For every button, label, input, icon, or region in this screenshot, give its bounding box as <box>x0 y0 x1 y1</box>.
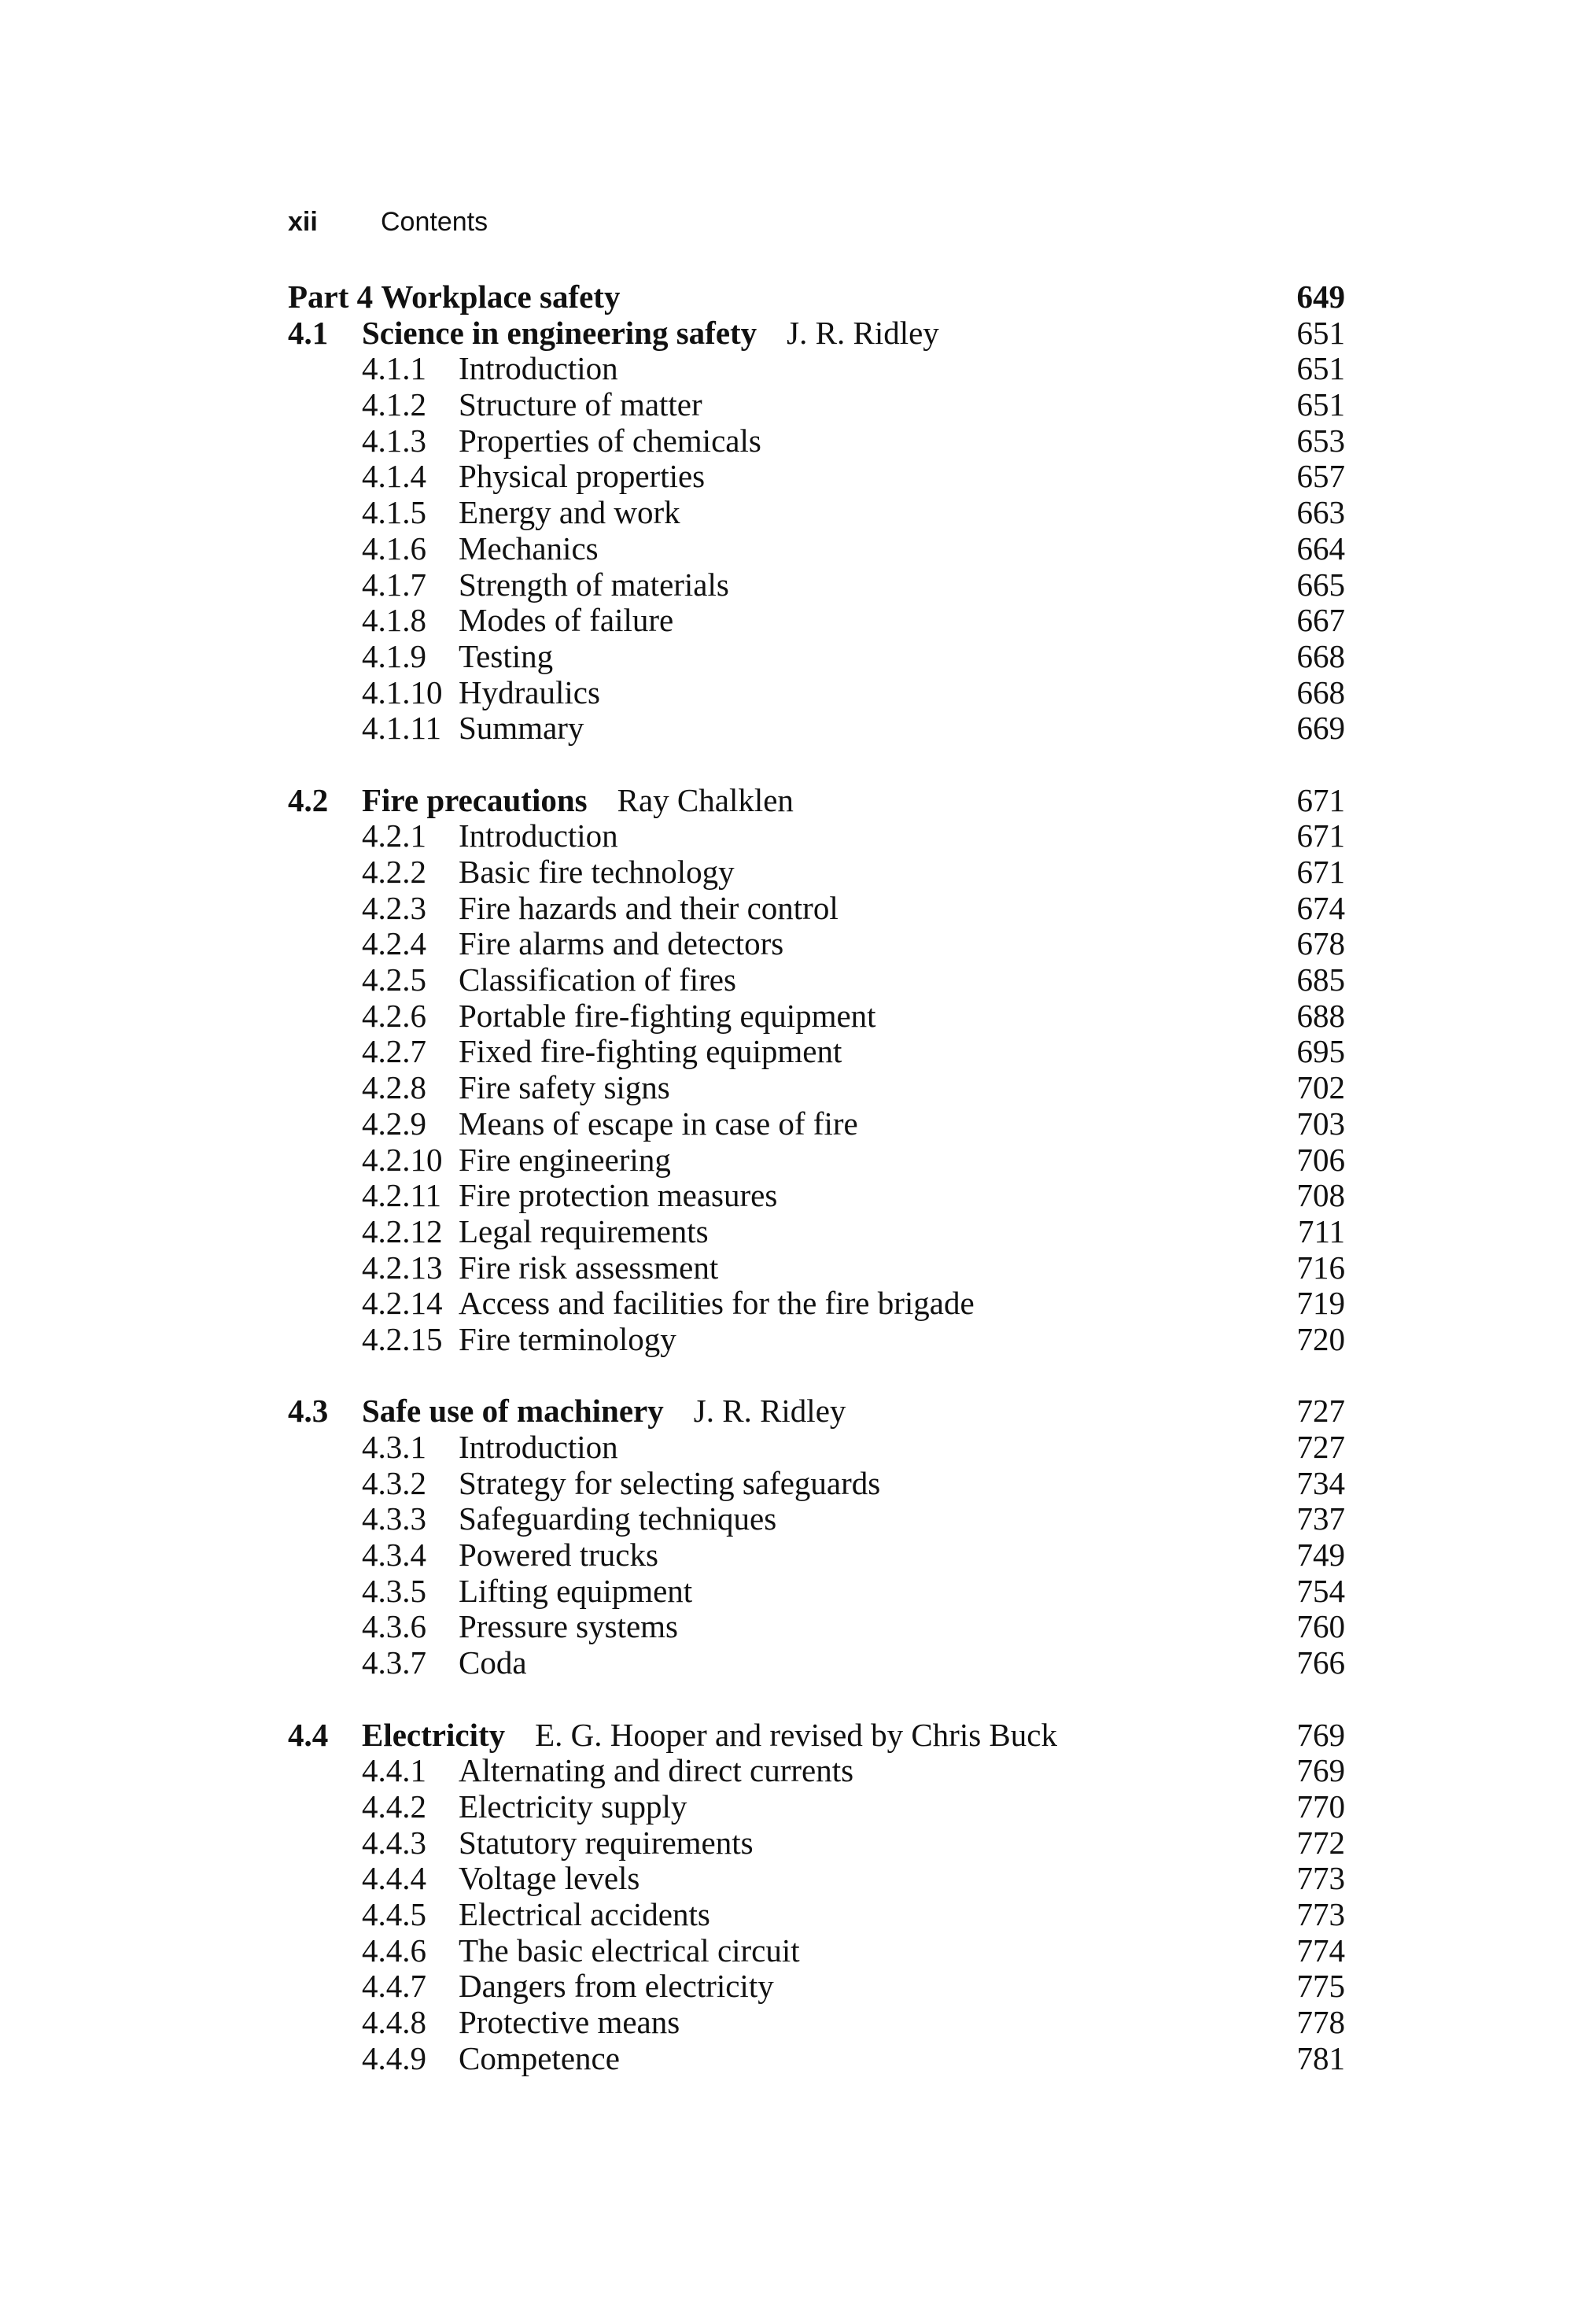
toc-entry <box>288 854 1345 891</box>
section-spacer <box>288 747 1345 783</box>
section-author: J. R. Ridley <box>787 314 939 351</box>
entry-number: 4.2.11 <box>362 1177 441 1214</box>
toc-entry <box>288 1322 1345 1358</box>
entry-title: Classification of fires <box>459 961 736 998</box>
entry-title: Strategy for selecting safeguards <box>459 1464 881 1501</box>
entry-number: 4.3.7 <box>362 1644 426 1681</box>
entry-page: 737 <box>1296 1500 1345 1537</box>
entry-number: 4.3.5 <box>362 1572 426 1609</box>
entry-title: Introduction <box>459 817 618 854</box>
entry-page: 685 <box>1296 961 1345 998</box>
section-heading <box>288 1718 1345 1754</box>
entry-number: 4.1.8 <box>362 602 426 639</box>
toc-entry <box>288 1537 1345 1574</box>
entry-title: Portable fire-fighting equipment <box>459 997 876 1034</box>
running-head <box>288 207 488 246</box>
section-title: Science in engineering safety <box>362 314 757 351</box>
entry-page: 774 <box>1296 1932 1345 1969</box>
section-title-group <box>362 1393 846 1430</box>
toc-entry <box>288 675 1345 711</box>
entry-page: 708 <box>1296 1177 1345 1214</box>
entry-number: 4.3.3 <box>362 1500 426 1537</box>
entry-page: 671 <box>1296 854 1345 890</box>
entry-title: Powered trucks <box>459 1537 658 1574</box>
entry-title: Structure of matter <box>459 386 702 423</box>
toc-entry <box>288 603 1345 639</box>
entry-number: 4.3.4 <box>362 1537 426 1574</box>
entry-page: 653 <box>1296 422 1345 459</box>
entry-page: 770 <box>1296 1788 1345 1825</box>
section-heading <box>288 1393 1345 1430</box>
entry-number: 4.1.4 <box>362 458 426 495</box>
entry-page: 703 <box>1296 1105 1345 1142</box>
entry-page: 766 <box>1296 1644 1345 1681</box>
entry-page: 678 <box>1296 925 1345 962</box>
entry-page: 775 <box>1296 1968 1345 2005</box>
toc-entry <box>288 1645 1345 1681</box>
entry-title: Voltage levels <box>459 1860 640 1897</box>
toc-entry <box>288 1466 1345 1502</box>
entry-number: 4.2.3 <box>362 889 426 926</box>
entry-page: 671 <box>1296 817 1345 854</box>
entry-number: 4.4.7 <box>362 1968 426 2005</box>
entry-page: 754 <box>1296 1572 1345 1609</box>
entry-page: 702 <box>1296 1069 1345 1106</box>
toc-entry <box>288 1286 1345 1322</box>
section-author: Ray Chalklen <box>617 781 794 818</box>
toc-entry <box>288 1250 1345 1286</box>
entry-number: 4.4.2 <box>362 1788 426 1825</box>
toc-entry <box>288 926 1345 962</box>
section-number: 4.1 <box>288 314 329 351</box>
entry-title: Legal requirements <box>459 1212 709 1249</box>
entry-number: 4.2.2 <box>362 854 426 890</box>
toc-entry <box>288 1142 1345 1179</box>
entry-number: 4.4.4 <box>362 1860 426 1897</box>
entry-page: 716 <box>1296 1249 1345 1286</box>
toc-entry <box>288 1825 1345 1862</box>
entry-title: Physical properties <box>459 458 706 495</box>
entry-page: 674 <box>1296 889 1345 926</box>
entry-number: 4.2.15 <box>362 1320 443 1357</box>
entry-number: 4.2.7 <box>362 1033 426 1070</box>
entry-title: The basic electrical circuit <box>459 1932 800 1969</box>
section-page: 769 <box>1296 1716 1345 1753</box>
entry-title: Fire engineering <box>459 1141 671 1178</box>
entry-page: 727 <box>1296 1429 1345 1465</box>
part-title: Workplace safety <box>381 279 621 315</box>
entry-title: Fire terminology <box>459 1320 676 1357</box>
entry-page: 667 <box>1296 602 1345 639</box>
part-page: 649 <box>1296 279 1345 315</box>
entry-title: Fire hazards and their control <box>459 889 839 926</box>
entry-title: Dangers from electricity <box>459 1968 774 2005</box>
entry-number: 4.4.5 <box>362 1895 426 1932</box>
entry-title: Safeguarding techniques <box>459 1500 777 1537</box>
toc-entry <box>288 1178 1345 1214</box>
entry-page: 665 <box>1296 566 1345 603</box>
toc-entry <box>288 2005 1345 2041</box>
toc-entry <box>288 1106 1345 1142</box>
toc-entry <box>288 1214 1345 1250</box>
toc-entry <box>288 998 1345 1035</box>
entry-page: 706 <box>1296 1141 1345 1178</box>
entry-title: Statutory requirements <box>459 1824 754 1861</box>
entry-title: Introduction <box>459 350 618 387</box>
toc-entry <box>288 1034 1345 1070</box>
entry-title: Pressure systems <box>459 1608 679 1645</box>
toc-entry <box>288 1753 1345 1789</box>
section-heading <box>288 783 1345 819</box>
entry-title: Properties of chemicals <box>459 422 761 459</box>
section-spacer <box>288 1681 1345 1718</box>
entry-number: 4.2.8 <box>362 1069 426 1106</box>
toc-sections <box>288 315 1345 2077</box>
section-title-group <box>362 315 939 352</box>
toc-entry <box>288 1501 1345 1537</box>
entry-number: 4.4.9 <box>362 2039 426 2076</box>
toc-entry <box>288 2041 1345 2077</box>
entry-page: 668 <box>1296 637 1345 674</box>
entry-title: Summary <box>459 710 584 747</box>
toc-entry <box>288 567 1345 603</box>
toc-entry <box>288 891 1345 927</box>
section-title: Electricity <box>362 1716 506 1753</box>
entry-number: 4.2.6 <box>362 997 426 1034</box>
toc-entry <box>288 710 1345 747</box>
toc-entry <box>288 459 1345 495</box>
entry-title: Electrical accidents <box>459 1895 710 1932</box>
toc-entry <box>288 351 1345 387</box>
toc-entry <box>288 495 1345 531</box>
entry-title: Fire alarms and detectors <box>459 925 784 962</box>
entry-number: 4.2.13 <box>362 1249 443 1286</box>
entry-title: Access and facilities for the fire brigade <box>459 1285 975 1322</box>
toc-entry <box>288 1430 1345 1466</box>
entry-page: 711 <box>1298 1212 1345 1249</box>
entry-title: Introduction <box>459 1429 618 1465</box>
entry-page: 781 <box>1296 2039 1345 2076</box>
entry-number: 4.3.6 <box>362 1608 426 1645</box>
toc-entry <box>288 1070 1345 1106</box>
page-folio: xii <box>288 207 318 237</box>
entry-page: 773 <box>1296 1895 1345 1932</box>
entry-title: Mechanics <box>459 530 599 566</box>
toc-entry <box>288 531 1345 567</box>
entry-number: 4.2.9 <box>362 1105 426 1142</box>
toc-entry <box>288 1609 1345 1645</box>
table-of-contents <box>288 279 1345 2076</box>
toc-entry <box>288 1969 1345 2005</box>
entry-title: Alternating and direct currents <box>459 1752 854 1789</box>
entry-number: 4.2.14 <box>362 1285 443 1322</box>
entry-page: 760 <box>1296 1608 1345 1645</box>
entry-number: 4.4.3 <box>362 1824 426 1861</box>
entry-number: 4.1.9 <box>362 637 426 674</box>
entry-number: 4.4.1 <box>362 1752 426 1789</box>
entry-page: 695 <box>1296 1033 1345 1070</box>
entry-number: 4.3.2 <box>362 1464 426 1501</box>
entry-number: 4.1.1 <box>362 350 426 387</box>
entry-number: 4.1.11 <box>362 710 441 747</box>
entry-number: 4.2.1 <box>362 817 426 854</box>
entry-number: 4.3.1 <box>362 1429 426 1465</box>
section-number: 4.4 <box>288 1716 329 1753</box>
entry-page: 669 <box>1296 710 1345 747</box>
toc-entry <box>288 1789 1345 1825</box>
running-head-title: Contents <box>381 207 488 237</box>
entry-page: 663 <box>1296 494 1345 531</box>
section-page: 727 <box>1296 1393 1345 1430</box>
toc-entry <box>288 962 1345 998</box>
entry-page: 651 <box>1296 350 1345 387</box>
entry-title: Coda <box>459 1644 527 1681</box>
entry-number: 4.1.10 <box>362 673 443 710</box>
entry-page: 688 <box>1296 997 1345 1034</box>
entry-title: Testing <box>459 637 554 674</box>
section-number: 4.2 <box>288 781 329 818</box>
entry-page: 778 <box>1296 2004 1345 2040</box>
toc-entry <box>288 387 1345 423</box>
entry-number: 4.2.10 <box>362 1141 443 1178</box>
section-number: 4.3 <box>288 1393 329 1430</box>
entry-number: 4.2.5 <box>362 961 426 998</box>
toc-entry <box>288 423 1345 459</box>
entry-number: 4.1.6 <box>362 530 426 566</box>
toc-entry <box>288 818 1345 854</box>
entry-title: Fire protection measures <box>459 1177 778 1214</box>
section-page: 651 <box>1296 314 1345 351</box>
entry-number: 4.1.5 <box>362 494 426 531</box>
toc-entry <box>288 639 1345 675</box>
entry-page: 664 <box>1296 530 1345 566</box>
entry-title: Lifting equipment <box>459 1572 693 1609</box>
entry-number: 4.4.6 <box>362 1932 426 1969</box>
entry-title: Fixed fire-fighting equipment <box>459 1033 842 1070</box>
section-heading <box>288 315 1345 352</box>
entry-title: Competence <box>459 2039 620 2076</box>
entry-number: 4.1.2 <box>362 386 426 423</box>
section-author: E. G. Hooper and revised by Chris Buck <box>535 1716 1057 1753</box>
entry-page: 772 <box>1296 1824 1345 1861</box>
entry-page: 769 <box>1296 1752 1345 1789</box>
section-title: Safe use of machinery <box>362 1393 664 1430</box>
entry-number: 4.1.7 <box>362 566 426 603</box>
toc-entry <box>288 1897 1345 1933</box>
entry-title: Basic fire technology <box>459 854 735 890</box>
section-title-group <box>362 1718 1057 1754</box>
section-spacer <box>288 1358 1345 1394</box>
entry-number: 4.2.4 <box>362 925 426 962</box>
entry-number: 4.4.8 <box>362 2004 426 2040</box>
entry-page: 651 <box>1296 386 1345 423</box>
entry-title: Means of escape in case of fire <box>459 1105 858 1142</box>
entry-title: Modes of failure <box>459 602 674 639</box>
entry-title: Fire risk assessment <box>459 1249 719 1286</box>
toc-entry <box>288 1861 1345 1897</box>
entry-page: 734 <box>1296 1464 1345 1501</box>
toc-entry <box>288 1574 1345 1610</box>
section-title-group <box>362 783 794 819</box>
section-title: Fire precautions <box>362 781 588 818</box>
entry-page: 657 <box>1296 458 1345 495</box>
toc-entry <box>288 1933 1345 1969</box>
section-author: J. R. Ridley <box>693 1393 846 1430</box>
part-heading <box>288 279 1345 315</box>
entry-title: Fire safety signs <box>459 1069 670 1106</box>
entry-page: 719 <box>1296 1285 1345 1322</box>
section-page: 671 <box>1296 781 1345 818</box>
entry-page: 668 <box>1296 673 1345 710</box>
entry-title: Strength of materials <box>459 566 729 603</box>
entry-number: 4.2.12 <box>362 1212 443 1249</box>
entry-title: Hydraulics <box>459 673 600 710</box>
entry-title: Energy and work <box>459 494 680 531</box>
entry-title: Protective means <box>459 2004 680 2040</box>
entry-title: Electricity supply <box>459 1788 687 1825</box>
entry-page: 720 <box>1296 1320 1345 1357</box>
part-label: Part 4 <box>288 279 374 315</box>
entry-page: 749 <box>1296 1537 1345 1574</box>
entry-page: 773 <box>1296 1860 1345 1897</box>
entry-number: 4.1.3 <box>362 422 426 459</box>
